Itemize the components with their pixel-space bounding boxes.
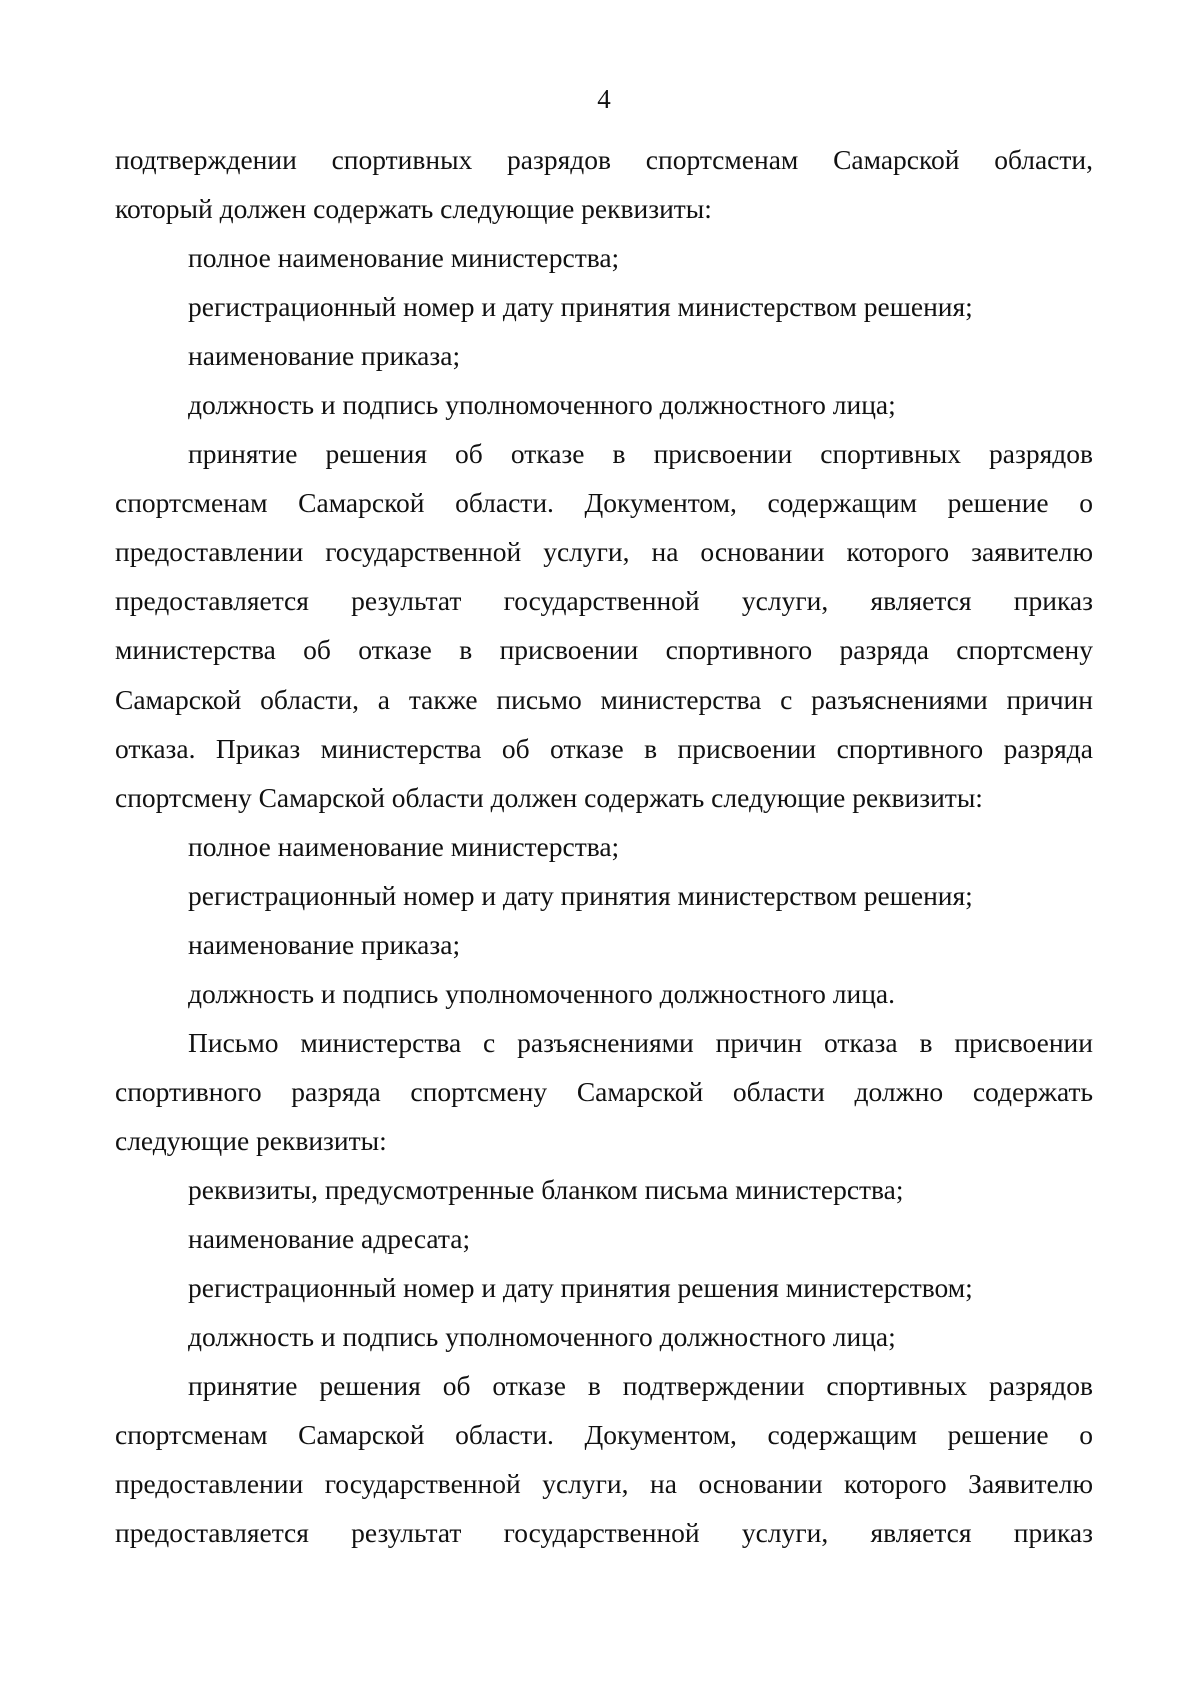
list-item: полное наименование министерства; — [188, 830, 620, 862]
text-line: предоставлении государственной услуги, на основании которого заявителю — [115, 536, 1093, 568]
paragraph-first-line: Письмо министерства с разъяснениями причин отказа в присвоении — [188, 1026, 1093, 1058]
text-line: спортивного разряда спортсмену Самарской области должно содержать — [115, 1075, 1093, 1107]
list-item: реквизиты, предусмотренные бланком письма министерства; — [188, 1173, 904, 1205]
text-line: который должен содержать следующие реквизиты: — [115, 193, 712, 225]
list-item: регистрационный номер и дату принятия решения министерством; — [188, 1272, 973, 1304]
list-item: наименование адресата; — [188, 1223, 471, 1255]
list-item: должность и подпись уполномоченного должностного лица. — [188, 977, 896, 1009]
text-line: подтверждении спортивных разрядов спортсменам Самарской области, — [115, 144, 1093, 175]
list-item: регистрационный номер и дату принятия министерством решения; — [188, 879, 973, 911]
text-line: следующие реквизиты: — [115, 1124, 387, 1156]
text-line: министерства об отказе в присвоении спортивного разряда спортсмену — [115, 634, 1093, 666]
list-item: должность и подпись уполномоченного должностного лица; — [188, 1321, 896, 1353]
text-line: отказа. Приказ министерства об отказе в присвоении спортивного разряда — [115, 732, 1093, 764]
text-line: предоставляется результат государственной услуги, является приказ — [115, 1517, 1093, 1549]
list-item: должность и подпись уполномоченного должностного лица; — [188, 389, 896, 421]
list-item: наименование приказа; — [188, 928, 461, 960]
text-line: предоставляется результат государственной услуги, является приказ — [115, 585, 1093, 617]
text-line: спортсмену Самарской области должен содержать следующие реквизиты: — [115, 781, 983, 813]
text-line: спортсменам Самарской области. Документом, содержащим решение о — [115, 487, 1093, 519]
list-item: регистрационный номер и дату принятия министерством решения; — [188, 291, 973, 323]
list-item: полное наименование министерства; — [188, 242, 620, 274]
paragraph-first-line: принятие решения об отказе в присвоении спортивных разрядов — [188, 438, 1093, 470]
text-line: предоставлении государственной услуги, на основании которого Заявителю — [115, 1468, 1093, 1500]
text-line: спортсменам Самарской области. Документом, содержащим решение о — [115, 1419, 1093, 1451]
document-body — [115, 143, 1093, 1565]
page-number: 4 — [597, 84, 611, 114]
list-item: наименование приказа; — [188, 340, 461, 372]
text-line: Самарской области, а также письмо министерства с разъяснениями причин — [115, 683, 1093, 715]
paragraph-first-line: принятие решения об отказе в подтверждении спортивных разрядов — [188, 1370, 1093, 1402]
